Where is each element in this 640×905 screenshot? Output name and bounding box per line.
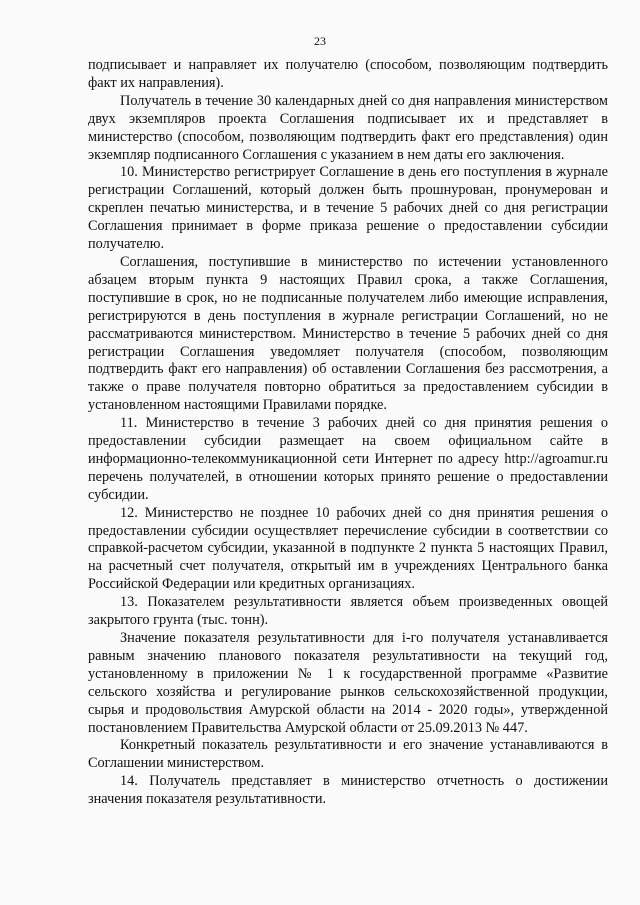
paragraph-12: 12. Министерство не позднее 10 рабочих дней со дня принятия решения о предоставлении субсидии осуществляет перечисление субсидии в соответствии со справкой-расчетом субсидии, указанной в подпункте 2 пункта 5 настоящих Правил, на расчетный счет получателя, открытый им в учреждениях Центрального банка Российской Федерации или кредитных организациях.	[88, 504, 608, 593]
page-number: 23	[314, 34, 326, 48]
paragraph-specific-indicator: Конкретный показатель результативности и его значение устанавливаются в Соглашении министерством.	[88, 737, 608, 772]
paragraph-13: 13. Показателем результативности является объем произведенных овощей закрытого грунта (тыс. тонн).	[88, 594, 608, 629]
paragraph-11: 11. Министерство в течение 3 рабочих дней со дня принятия решения о предоставлении субсидии размещает на своем официальном сайте в информационно-телекоммуникационной сети Интернет по адресу http://agroamur.ru перечень получателей, в отношении которых принято решение о предоставлении субсидии.	[88, 415, 608, 503]
paragraph-late-agreements: Соглашения, поступившие в министерство по истечении установленного абзацем вторым пункта 9 настоящих Правил срока, а также Соглашения, поступившие в срок, но не подписанные получателем либо имеющие исправления, регистрируются в день поступления в журнале регистрации Соглашений, но не рассматриваются министерством. Министерство в течение 5 рабочих дней со дня регистрации Соглашения уведомляет получателя (способом, позволяющим подтвердить факт его направления) об оставлении Соглашения без рассмотрения, а также о праве получателя повторно обратиться за предоставлением субсидии в установленном настоящими Правилами порядке.	[88, 253, 608, 414]
paragraph-10: 10. Министерство регистрирует Соглашение в день его поступления в журнале регистрации Соглашений, который должен быть прошнурован, пронумерован и скреплен печатью министерства, и в течение 5 рабочих дней со дня регистрации Соглашения принимает в форме приказа решение о предоставлении субсидии получателю.	[88, 164, 608, 253]
document-body	[88, 57, 608, 809]
paragraph-continuation: подписывает и направляет их получателю (способом, позволяющим подтвердить факт их направления).	[88, 57, 608, 91]
paragraph-indicator-value: Значение показателя результативности для i-го получателя устанавливается равным значению планового показателя результативности на текущий год, установленному в приложении № 1 к государственной программе «Развитие сельского хозяйства и регулирование рынков сельскохозяйственной продукции, сырья и продовольствия Амурской области на 2014 - 2020 годы», утвержденной постановлением Правительства Амурской области от 25.09.2013 № 447.	[88, 630, 608, 736]
paragraph-recipient-signing: Получатель в течение 30 календарных дней со дня направления министерством двух экземпляров проекта Соглашения подписывает их и представляет в министерство (способом, позволяющим подтвердить факт его представления) один экземпляр подписанного Соглашения с указанием в нем даты его заключения.	[88, 92, 608, 163]
paragraph-14: 14. Получатель представляет в министерство отчетность о достижении значения показателя результативности.	[88, 773, 608, 808]
